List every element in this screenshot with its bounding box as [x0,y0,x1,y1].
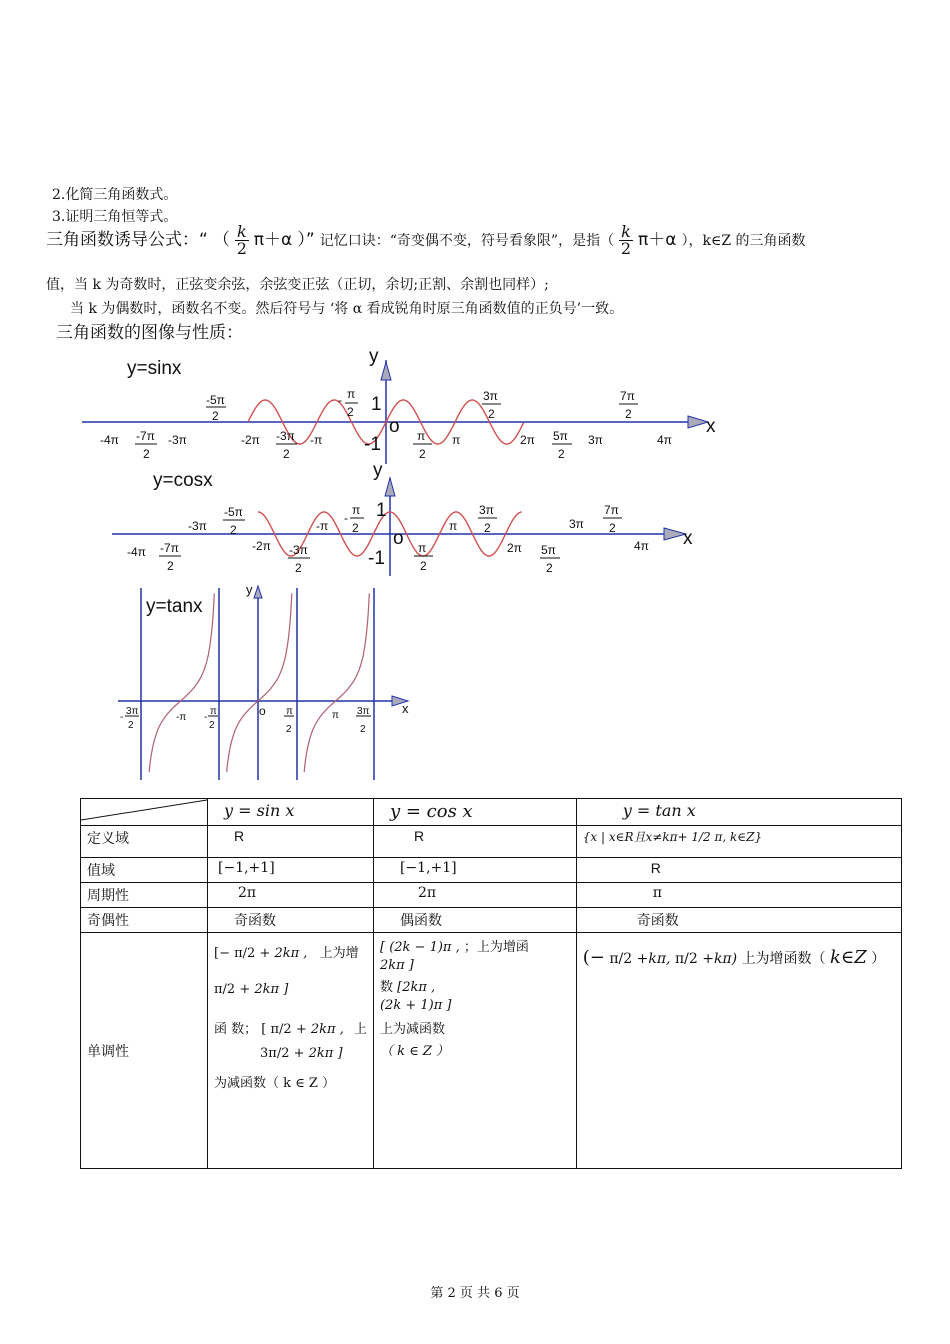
domain-tan: {x | x∈R且x≠kπ+ 1/2 π, k∈Z} [576,826,901,858]
cos-x-label: x [683,528,693,549]
cos-y-arrow [385,478,395,496]
mono-cos-k: （ k ∈ Z ） [379,1044,450,1059]
svg-text:π: π [210,706,217,717]
svg-text:2: 2 [420,559,427,573]
cos-label: -3π [188,519,207,533]
monotonic-cos [373,933,576,1169]
induction-open-paren: （ [212,230,230,250]
tan-origin: o [259,704,266,718]
domain-cos: R [373,826,576,858]
mono-tan-frac: π/2 [609,951,633,967]
cos-label: 7π [604,503,619,517]
induction-line-2: 值，当 k 为奇数时，正弦变余弦，余弦变正弦（正切，余切;正割、余割也同样）; [46,277,549,293]
mono-cos-open: [ (2k − 1)π , [379,940,460,955]
induction-line [46,224,806,257]
induction-frac-num: k [237,222,247,241]
sin-label: 3π [588,433,603,447]
mono-sin-dec: 为减函数（ k ∈ Z ） [214,1076,336,1091]
svg-text:2: 2 [209,720,215,731]
cos-label: 2π [507,541,522,555]
mono-cos-close2: (2k + 1)π ] [379,998,452,1013]
svg-text:2: 2 [230,523,237,537]
parity-label: 奇偶性 [81,908,208,933]
cos-label: -π [316,519,329,533]
diagonal-line [81,799,207,821]
mono-sin-2kpi2: + 2kπ ] [239,982,289,997]
tan-label: π [332,710,339,721]
mono-sin-inc: 上为增 [319,946,359,961]
mono-sin-frac3: π/2 [270,1022,292,1037]
svg-text:2: 2 [347,405,354,419]
tan-title: y=tanx [146,596,203,617]
svg-text:2: 2 [609,521,616,535]
svg-text:π: π [347,387,356,401]
sin-origin: o [389,416,400,437]
table-row [81,933,902,1169]
svg-text:2: 2 [546,561,553,575]
cos-neg-one: -1 [368,548,385,569]
sin-label: -5π [206,393,225,407]
monotonic-tan [576,933,901,1169]
header-cos: y = cos x [373,799,576,826]
sin-y-label: y [369,346,379,367]
svg-text:2: 2 [295,561,302,575]
svg-text:3π: 3π [126,706,139,717]
sin-label: 2π [520,433,535,447]
parity-sin: 奇函数 [208,908,374,933]
period-tan: π [576,883,901,908]
mono-tan-frac2: π/2 [674,951,698,967]
cos-one: 1 [376,500,387,521]
sin-label: 7π [620,389,635,403]
table-row [81,826,902,858]
mono-sin-frac2: π/2 [214,982,236,997]
mono-tan-k: k∈Z [830,947,867,968]
svg-text:2: 2 [212,409,219,423]
svg-text:2: 2 [360,724,366,735]
range-cos: [−1,+1] [373,858,576,883]
svg-text:2: 2 [167,559,174,573]
cos-label: 5π [541,543,556,557]
table-corner-cell [81,799,208,826]
tan-label: π [286,706,293,717]
svg-text:2: 2 [484,521,491,535]
sin-one: 1 [371,394,382,415]
mono-cos-open2: [2kπ , [397,980,436,995]
tan-y-arrow [254,586,262,598]
cos-label: -2π [252,539,271,553]
induction-line-3: 当 k 为偶数时，函数名不变。然后符号与 ‘将 α 看成锐角时原三角函数值的正负号’一致。 [70,301,624,317]
cos-y-label: y [373,460,383,481]
cos-label: 3π [479,503,494,517]
cos-label: -3π [289,543,308,557]
period-cos: 2π [373,883,576,908]
mono-sin-2kpi: + 2kπ , [259,946,308,961]
induction-ref-den: 2 [620,239,632,258]
table-row [81,908,902,933]
domain-sin: R [208,826,374,858]
graphs-heading: 三角函数的图像与性质： [56,323,243,343]
mono-tan-paren: ） [871,951,886,967]
induction-formula-tail: π＋α [253,230,293,250]
monotonic-sin [208,933,374,1169]
cos-label: 4π [634,539,649,553]
parity-tan: 奇函数 [576,908,901,933]
svg-text:2: 2 [352,521,359,535]
sin-label: 4π [657,433,672,447]
sin-y-arrow [381,362,391,380]
sin-label: - [338,393,342,407]
induction-ref-num: k [621,222,631,241]
header-tan: y = tan x [576,799,901,826]
tan-label: - [204,712,208,723]
cos-graph [0,456,950,581]
tan-y-label: y [246,582,253,597]
cos-label: 3π [569,517,584,531]
sin-label: π [452,433,461,447]
svg-text:π: π [352,503,361,517]
mono-tan-kpi: +kπ, [636,951,671,967]
intro-item-3: 3.证明三角恒等式。 [52,209,178,225]
mono-sin-2kpi3: + 2kπ , [295,1022,344,1037]
mono-cos-2kpi: 2kπ ] [379,958,414,973]
induction-ref-tail: π＋α [637,230,677,250]
mono-sin-func: 函 数； [214,1022,258,1037]
parity-cos: 偶函数 [373,908,576,933]
svg-text:2: 2 [625,407,632,421]
header-sin: y = sin x [208,799,374,826]
sin-label: -4π [100,433,119,447]
sin-x-arrow [688,416,708,428]
svg-text:2: 2 [286,724,292,735]
tan-label: - [120,712,124,723]
svg-text:2: 2 [558,447,565,461]
cos-label: -5π [224,505,243,519]
induction-k-range: ），k∈Z 的三角函数 [681,233,806,249]
sin-x-label: x [706,416,716,437]
mono-sin-frac4: 3π/2 [260,1046,290,1061]
table-header-row [81,799,902,826]
sin-label: -3π [276,429,295,443]
mono-tan-open: (− [582,947,605,968]
svg-text:2: 2 [419,447,426,461]
sin-title: y=sinx [127,358,182,379]
properties-table [80,798,902,1169]
sin-label: π [417,429,426,443]
mono-cos-inc: ；上为增函 [463,940,529,955]
period-sin: 2π [208,883,374,908]
sin-label: -2π [241,433,260,447]
tan-graph [0,580,430,785]
cos-origin: o [393,528,404,549]
induction-fraction [235,224,249,257]
page-footer: 第 2 页 共 6 页 [430,1286,520,1301]
tan-label: -π [176,712,187,723]
svg-text:2: 2 [143,447,150,461]
cos-label: π [449,519,458,533]
svg-text:2: 2 [128,720,134,731]
tan-label: 3π [357,706,370,717]
cos-tick-labels [127,503,649,575]
induction-mnemonic: 记忆口诀：“奇变偶不变，符号看象限”，是指（ [319,233,615,249]
sin-label: -π [310,433,323,447]
svg-text:2: 2 [488,407,495,421]
sin-label: -7π [136,429,155,443]
table-row [81,858,902,883]
table-row [81,883,902,908]
sin-graph [0,340,950,465]
cos-label: -4π [127,545,146,559]
range-tan: R [576,858,901,883]
mono-tan-inc: 上为增函数（ [741,951,826,967]
mono-sin-bracket: [ [261,1022,267,1037]
sin-neg-one: -1 [364,434,381,455]
sin-label: 3π [483,389,498,403]
mono-tan-close: +kπ) [702,951,738,967]
induction-close: ）” [297,230,315,250]
sin-label: -3π [168,433,187,447]
tan-curve [149,593,369,772]
intro-item-2: 2.化简三角函数式。 [52,187,178,203]
cos-label: - [344,511,348,525]
range-label: 值域 [81,858,208,883]
cos-label: π [418,541,427,555]
mono-sin-2kpi4: + 2kπ ] [293,1046,343,1061]
mono-cos-shu: 数 [379,980,393,995]
monotonic-label: 单调性 [81,933,208,1169]
cos-label: -7π [160,541,179,555]
sin-label: 5π [553,429,568,443]
mono-sin-frac: π/2 [234,946,256,961]
induction-heading: 三角函数诱导公式：“ [46,230,208,250]
svg-text:2: 2 [283,447,290,461]
mono-sin-up: 上 [353,1022,367,1037]
induction-frac-den: 2 [236,239,247,258]
induction-fraction-ref [619,224,633,257]
cos-title: y=cosx [153,470,213,491]
mono-cos-dec: 上为减函数 [379,1022,445,1037]
period-label: 周期性 [81,883,208,908]
mono-sin-open: [− [214,946,230,961]
domain-label: 定义域 [81,826,208,858]
range-sin: [−1,+1] [208,858,374,883]
tan-x-label: x [402,701,409,716]
